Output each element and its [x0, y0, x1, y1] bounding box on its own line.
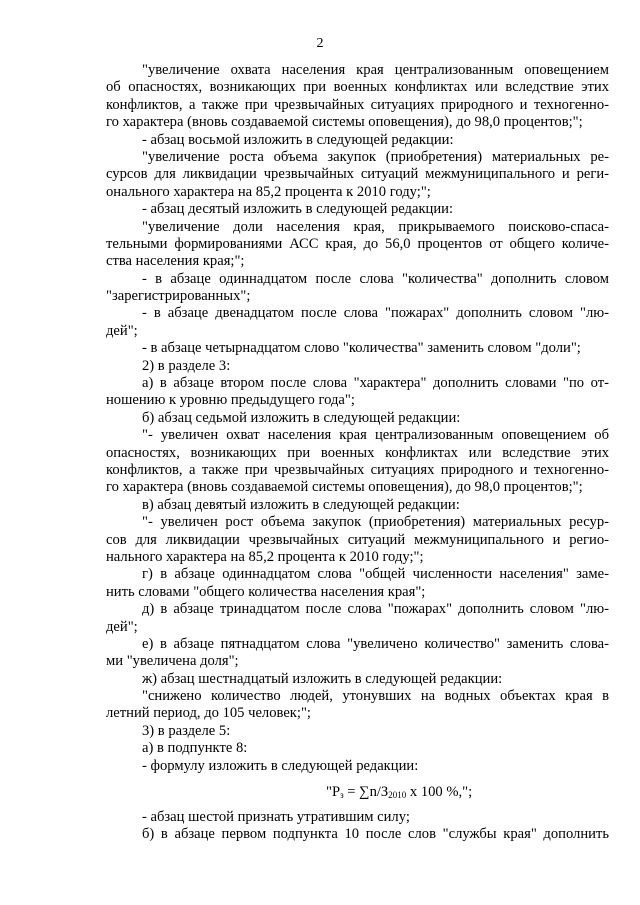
amendment-text-block-continued	[106, 809, 609, 844]
text-line: конфликтов, а также при чрезвычайных ситуациях природного и техногенно-	[106, 461, 609, 478]
text-line: а) в абзаце втором после слова "характера" дополнить словами "по от-	[142, 375, 609, 392]
text-line: в) абзац девятый изложить в следующей редакции:	[142, 496, 460, 513]
text-line: сов для ликвидации чрезвычайных ситуаций межмуниципального и регио-	[106, 531, 609, 548]
formula-subscript-year: 2010	[388, 790, 407, 801]
text-line: а) в подпункте 8:	[142, 740, 248, 757]
text-line: "зарегистрированных";	[106, 288, 251, 305]
text-line: дей";	[106, 322, 138, 339]
text-line: 3) в разделе 5:	[142, 722, 231, 739]
text-line: ства населения края;";	[106, 253, 245, 270]
text-line: ми "увеличена доля";	[106, 653, 239, 670]
text-line: "- увеличен рост объема закупок (приобретения) материальных ресур-	[142, 514, 609, 531]
text-line: нального характера на 85,2 процента к 2010 году;";	[106, 548, 424, 565]
text-line: б) в абзаце первом подпункта 10 после слов "службы края" дополнить	[142, 826, 609, 843]
text-line: д) в абзаце тринадцатом после слова "пожарах" дополнить словом "лю-	[142, 601, 609, 618]
amendment-text-block	[106, 62, 609, 775]
text-line: - в абзаце четырнадцатом слово "количества" заменить словом "доли";	[142, 340, 581, 357]
text-line: об опасностях, возникающих при военных конфликтах или вследствие этих	[106, 79, 609, 96]
text-line: го характера (вновь создаваемой системы оповещения), до 98,0 процентов;";	[106, 114, 583, 131]
text-line: го характера (вновь создаваемой системы оповещения), до 98,0 процентов;";	[106, 479, 583, 496]
text-line: - формулу изложить в следующей редакции:	[142, 757, 419, 774]
text-line: сурсов для ликвидации чрезвычайных ситуаций межмуниципального и реги-	[106, 166, 609, 183]
text-line: ношению к уровню предыдущего года";	[106, 392, 355, 409]
text-line: летний период, до 105 человек;";	[106, 705, 311, 722]
text-line: - в абзаце двенадцатом после слова "пожарах" дополнить словом "лю-	[142, 305, 609, 322]
text-line: нить словами "общего количества населения края";	[106, 583, 426, 600]
page-number: 2	[316, 36, 324, 51]
text-line: "снижено количество людей, утонувших на водных объектах края в	[142, 688, 609, 705]
text-line: - в абзаце одиннадцатом после слова "количества" дополнить словом	[142, 270, 609, 287]
text-line: опасностях, возникающих при военных конфликтах или вследствие этих	[106, 444, 609, 461]
formula-prefix: "P	[326, 784, 341, 801]
text-line: "увеличение охвата населения края централизованным оповещением	[142, 62, 609, 78]
text-line: б) абзац седьмой изложить в следующей редакции:	[142, 409, 461, 426]
text-line: "увеличение доли населения края, прикрываемого поисково-спаса-	[142, 218, 609, 235]
text-line: онального характера на 85,2 процента к 2010 году;";	[106, 183, 431, 200]
text-line: "- увеличен охват населения края централизованным оповещением об	[142, 427, 609, 444]
text-line: дей";	[106, 618, 138, 635]
document-body	[106, 62, 609, 844]
text-line: - абзац шестой признать утратившим силу;	[142, 809, 410, 826]
text-line: е) в абзаце пятнадцатом слова "увеличено количество" заменить слова-	[142, 635, 609, 652]
formula-subscript-z: з	[340, 790, 344, 801]
text-line: конфликтов, а также при чрезвычайных ситуациях природного и техногенно-	[106, 96, 609, 113]
text-line: "увеличение роста объема закупок (приобретения) материальных ре-	[142, 148, 609, 165]
text-line: г) в абзаце одиннадцатом слова "общей численности населения" заме-	[142, 566, 609, 583]
formula-suffix: х 100 %,";	[406, 784, 473, 801]
formula-middle: = ∑n/З	[343, 784, 389, 801]
text-line: тельными формированиями АСС края, до 56,0 процентов от общего количе-	[106, 235, 609, 252]
text-line: 2) в разделе 3:	[142, 357, 231, 374]
text-line: ж) абзац шестнадцатый изложить в следующей редакции:	[142, 670, 503, 687]
formula	[106, 775, 609, 809]
text-line: - абзац восьмой изложить в следующей редакции:	[142, 131, 454, 148]
text-line: - абзац десятый изложить в следующей редакции:	[142, 201, 454, 218]
